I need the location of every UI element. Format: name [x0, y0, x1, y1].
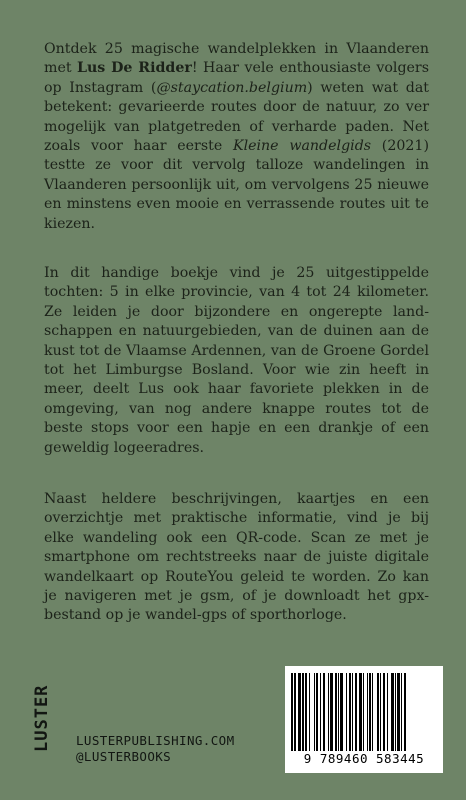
- blurb-text: Ontdek 25 magische wandelplekken in Vlaanderen met: [44, 41, 429, 77]
- isbn-barcode: [285, 666, 443, 773]
- blurb-text: ) weten wat dat betekent: gevarieerde routes door de natuur, zo ver mogelijk van platgetreden of verharde paden. Net zoals voor haar eerste: [44, 79, 430, 155]
- isbn-number: 9 789460 583445: [303, 751, 425, 766]
- blurb-paragraph-2: In dit handige boekje vind je 25 uitgestippelde tochten: 5 in elke provincie, van 4 tot 24 kilometer. Ze leiden je door bijzondere en ongerepte landschappen en natuurgebieden, van de duinen aan de kust tot de Vlaamse Ardennen, van de Groene Gordel tot het Limburgse Bosland. Voor wie zin heeft in meer, deelt Lus ook haar favoriete plekken in de omgeving, van nog andere knappe routes tot de beste stops voor een hapje en een drankje of een geweldig logeeradres.: [44, 265, 429, 456]
- previous-book-title: Kleine wandelgids: [232, 138, 372, 155]
- blurb-paragraph-3: Naast heldere beschrijvingen, kaartjes en een overzichtje met praktische informatie, vind je bij elke wandeling ook een QR-code. Scan ze met je smartphone om rechtstreeks naar de juiste digitale wandelkaart op RouteYou geleid te worden. Zo kan je navigeren met je gsm, of je downloadt het gpx-bestand op je wandel-gps of sporthorloge.: [44, 491, 429, 624]
- blurb-text: ! Haar vele enthousiaste volgers op Instagram (: [44, 60, 429, 96]
- barcode-bar: [404, 673, 405, 751]
- publisher-social-handle: @LUSTERBOOKS: [76, 749, 172, 764]
- publisher-website: LUSTERPUBLISHING.COM: [76, 733, 235, 748]
- publisher-logo: LUSTER: [32, 684, 52, 752]
- blurb-paragraph-1: [44, 40, 429, 234]
- author-name: Lus De Ridder: [76, 60, 192, 77]
- publisher-links: [76, 733, 235, 765]
- instagram-handle: @staycation.belgium: [156, 79, 308, 96]
- barcode-bars: [291, 673, 437, 751]
- blurb-text: (2021) testte ze voor dit vervolg talloze wandelingen in Vlaanderen persoonlijk uit, om vervolgens 25 nieuwe en minstens even mooie en verrassende routes uit te kiezen.: [44, 138, 429, 232]
